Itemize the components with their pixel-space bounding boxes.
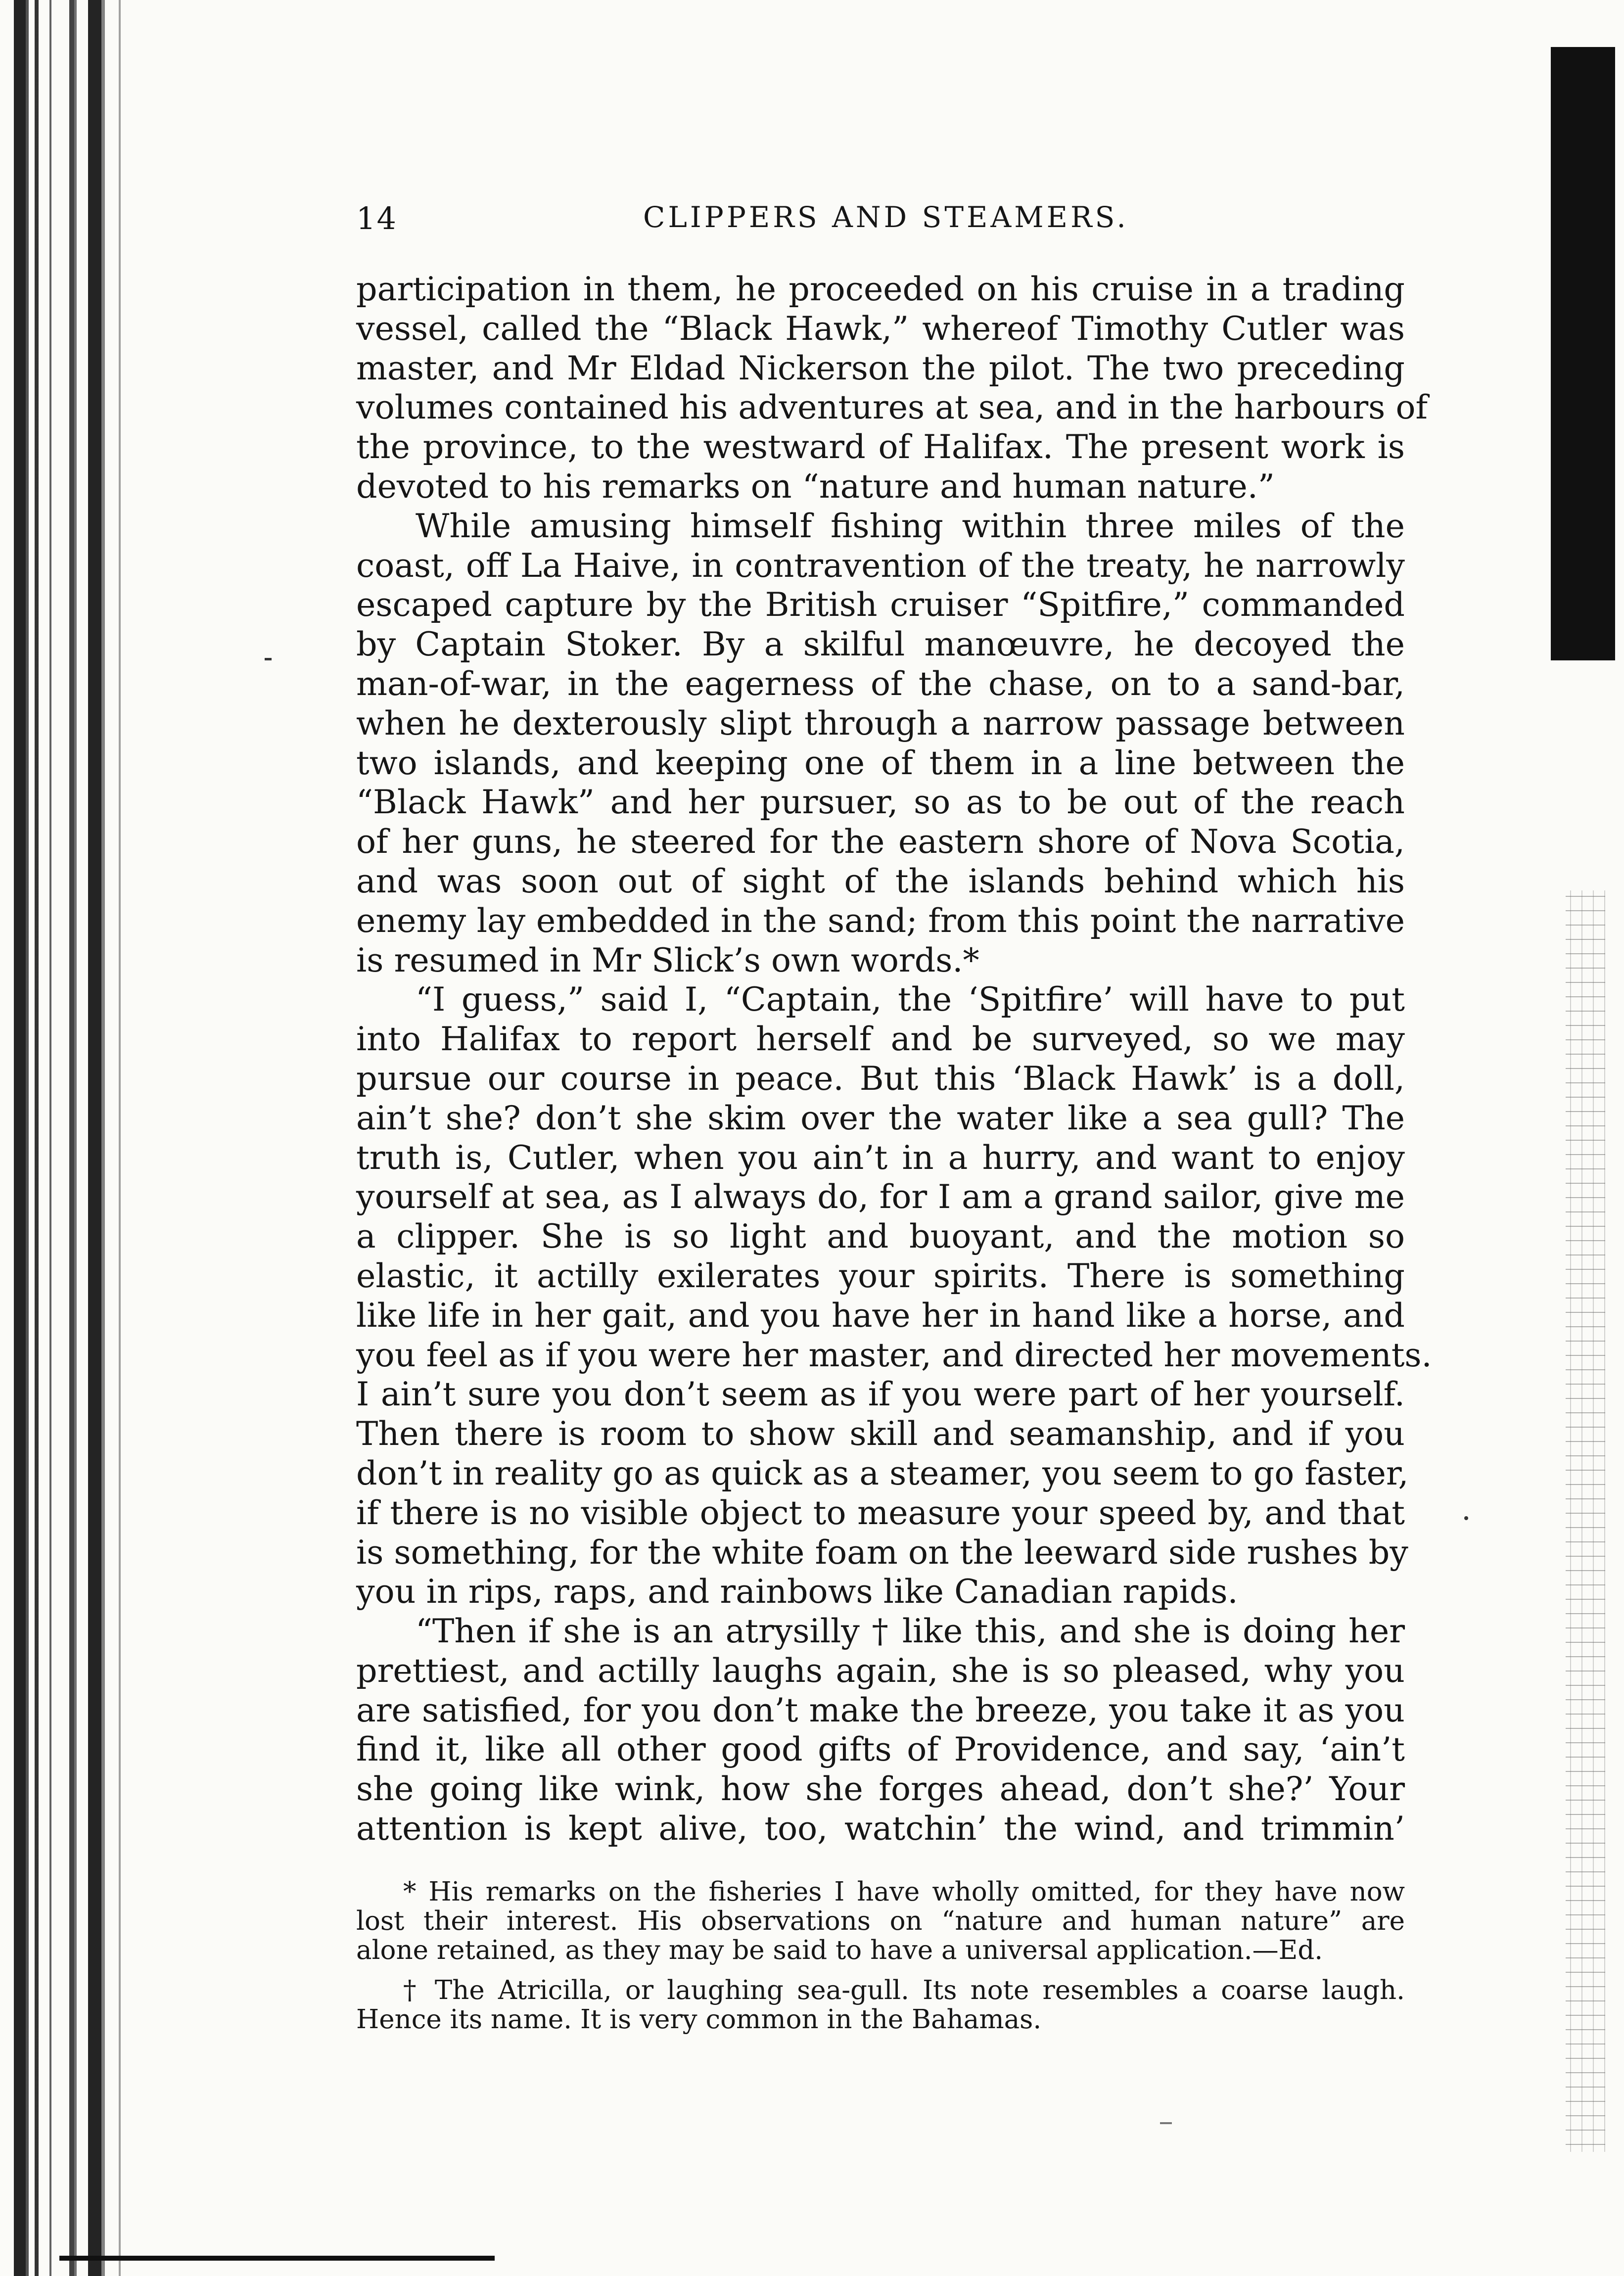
footnote-line: alone retained, as they may be said to have a universal application.—Ed. xyxy=(356,1935,1323,1965)
text-line: truth is, Cutler, when you ain’t in a hurry, and want to enjoy xyxy=(356,1138,1405,1177)
footnote-line: Hence its name. It is very common in the Bahamas. xyxy=(356,2004,1042,2035)
text-line: “Then if she is an atrysilly † like this, and she is doing her xyxy=(416,1612,1405,1651)
text-line: you feel as if you were her master, and directed her movements. xyxy=(356,1335,1432,1374)
text-line: is something, for the white foam on the leeward side rushes by xyxy=(356,1533,1408,1572)
page-number: 14 xyxy=(356,200,397,236)
text-line: “I guess,” said I, “Captain, the ‘Spitfire’ will have to put xyxy=(416,980,1405,1019)
scan-binding-rule xyxy=(59,2256,495,2261)
text-line: find it, like all other good gifts of Providence, and say, ‘ain’t xyxy=(356,1730,1405,1769)
text-line: if there is no visible object to measure your speed by, and that xyxy=(356,1493,1405,1532)
footnote-line: † The Atricilla, or laughing sea-gull. Its note resembles a coarse laugh. xyxy=(403,1975,1405,2005)
body-text xyxy=(356,270,1432,1849)
page-header xyxy=(356,200,1405,245)
text-line: into Halifax to report herself and be surveyed, so we may xyxy=(356,1020,1405,1059)
text-line: enemy lay embedded in the sand; from this point the narrative xyxy=(356,901,1405,940)
text-line: she going like wink, how she forges ahead, don’t she?’ Your xyxy=(356,1769,1405,1809)
scan-edge-speckle xyxy=(1566,890,1605,2152)
text-line: by Captain Stoker. By a skilful manœuvre, he decoyed the xyxy=(356,625,1405,664)
text-line: attention is kept alive, too, watchin’ the wind, and trimmin’ xyxy=(356,1809,1405,1848)
footnote-line: * His remarks on the fisheries I have wholly omitted, for they have now xyxy=(403,1877,1405,1907)
footnote-line: lost their interest. His observations on “nature and human nature” are xyxy=(356,1906,1405,1936)
text-line: when he dexterously slipt through a narrow passage between xyxy=(356,703,1405,743)
text-line: the province, to the westward of Halifax. The present work is xyxy=(356,427,1405,466)
text-line: like life in her gait, and you have her in hand like a horse, and xyxy=(356,1296,1405,1335)
text-line: While amusing himself fishing within three miles of the xyxy=(416,506,1405,545)
text-line: volumes contained his adventures at sea, and in the harbours of xyxy=(356,388,1428,427)
text-line: I ain’t sure you don’t seem as if you were part of her yourself. xyxy=(356,1375,1405,1414)
text-line: Then there is room to show skill and seamanship, and if you xyxy=(356,1414,1405,1453)
text-line: you in rips, raps, and rainbows like Canadian rapids. xyxy=(356,1572,1238,1611)
text-line: master, and Mr Eldad Nickerson the pilot. The two preceding xyxy=(356,348,1405,387)
text-line: escaped capture by the British cruiser “Spitfire,” commanded xyxy=(356,585,1405,624)
text-line: prettiest, and actilly laughs again, she is so pleased, why you xyxy=(356,1651,1405,1690)
footnotes xyxy=(356,1877,1405,2034)
scan-binding-edge xyxy=(0,0,134,2276)
text-line: and was soon out of sight of the islands behind which his xyxy=(356,861,1405,900)
text-line: man-of-war, in the eagerness of the chase, on to a sand-bar, xyxy=(356,664,1405,703)
text-line: of her guns, he steered for the eastern shore of Nova Scotia, xyxy=(356,822,1405,861)
text-line: is resumed in Mr Slick’s own words.* xyxy=(356,940,979,979)
text-line: are satisfied, for you don’t make the breeze, you take it as you xyxy=(356,1690,1405,1729)
scan-speck xyxy=(1464,1516,1468,1520)
text-line: a clipper. She is so light and buoyant, and the motion so xyxy=(356,1217,1405,1256)
scan-speck xyxy=(265,658,272,660)
text-line: vessel, called the “Black Hawk,” whereof Timothy Cutler was xyxy=(356,309,1405,348)
text-line: don’t in reality go as quick as a steamer, you seem to go faster, xyxy=(356,1453,1409,1492)
text-line: devoted to his remarks on “nature and human nature.” xyxy=(356,466,1275,506)
scan-speck xyxy=(1160,2122,1172,2124)
scan-dark-edge xyxy=(1551,47,1615,660)
text-line: ain’t she? don’t she skim over the water like a sea gull? The xyxy=(356,1098,1405,1137)
text-line: participation in them, he proceeded on his cruise in a trading xyxy=(356,270,1405,308)
text-line: coast, off La Haive, in contravention of the treaty, he narrowly xyxy=(356,546,1405,585)
text-line: “Black Hawk” and her pursuer, so as to be out of the reach xyxy=(356,783,1405,822)
text-line: yourself at sea, as I always do, for I am a grand sailor, give me xyxy=(356,1177,1405,1216)
text-line: two islands, and keeping one of them in a line between the xyxy=(356,743,1405,782)
text-line: pursue our course in peace. But this ‘Black Hawk’ is a doll, xyxy=(356,1059,1405,1098)
text-line: elastic, it actilly exilerates your spirits. There is something xyxy=(356,1256,1405,1295)
running-head: CLIPPERS AND STEAMERS. xyxy=(643,200,1129,234)
